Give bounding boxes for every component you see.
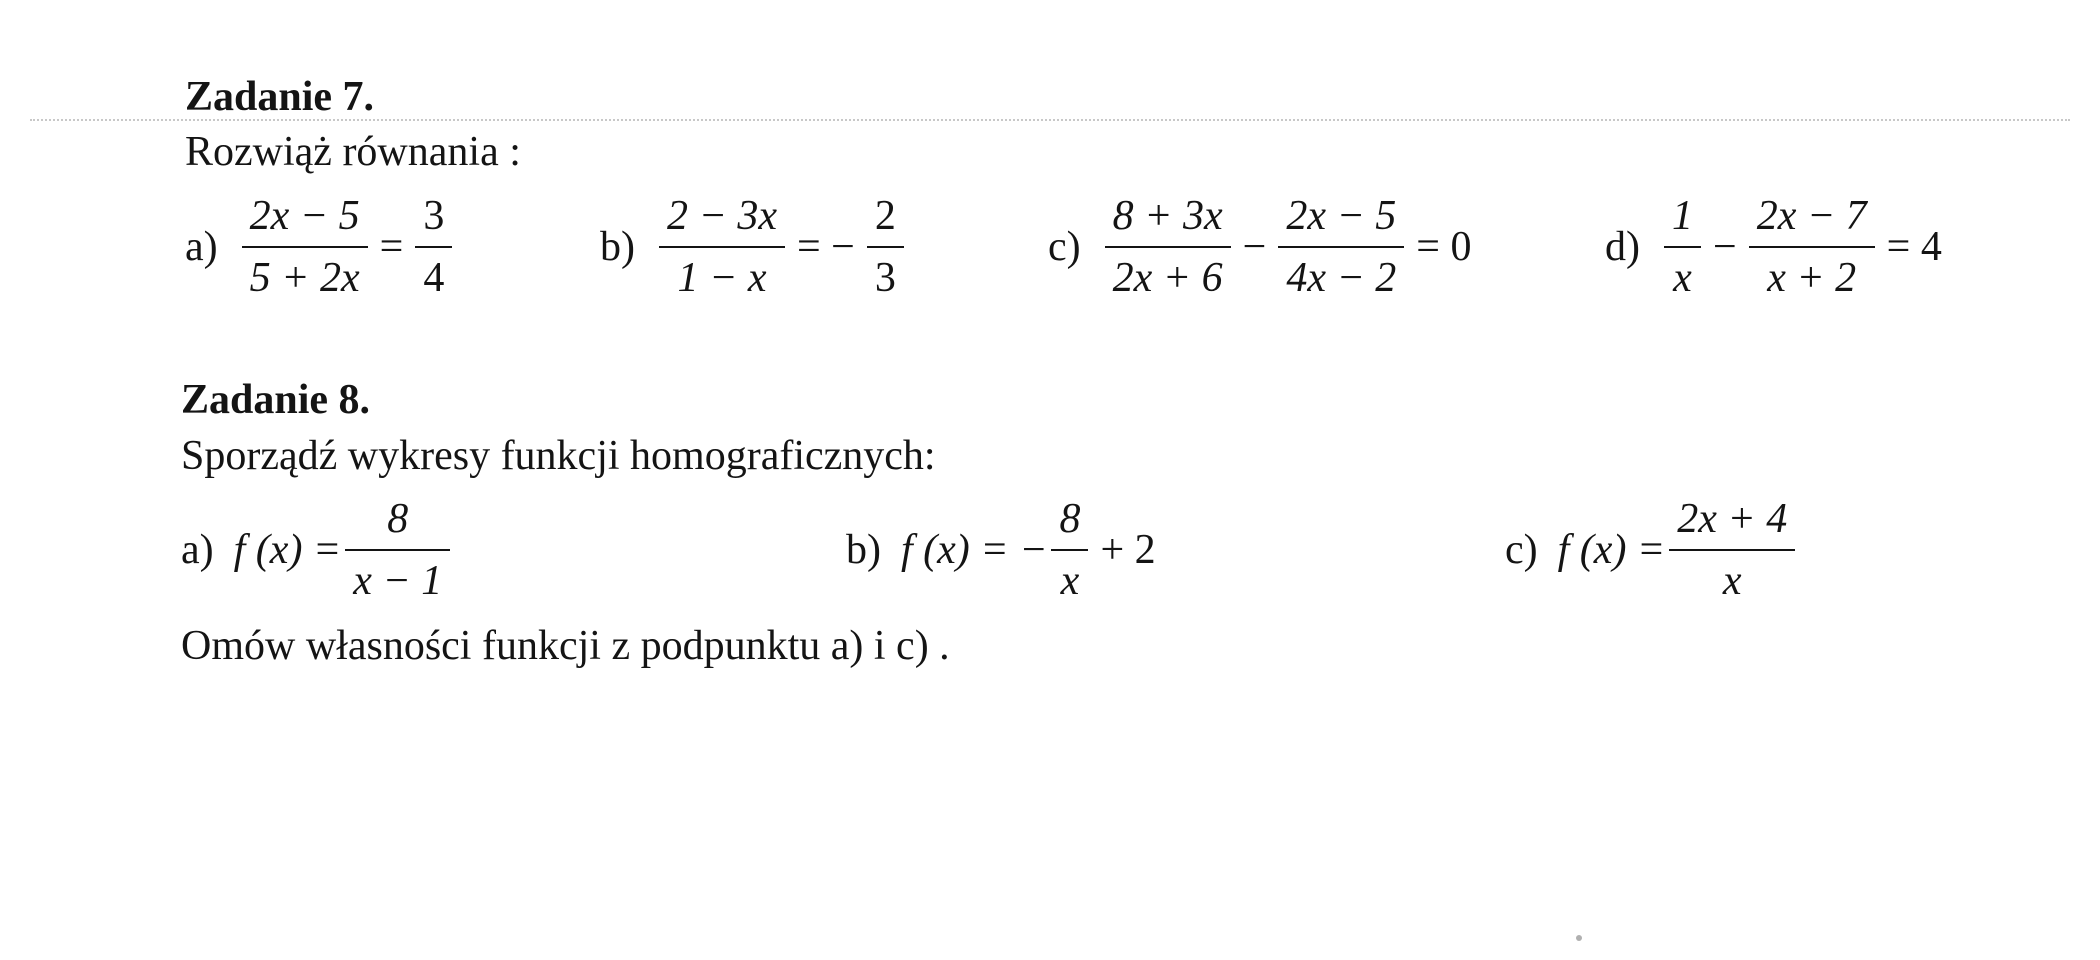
fraction-denominator: x — [1673, 255, 1692, 301]
fraction-bar — [242, 246, 368, 248]
equals-minus-sign: = − — [796, 224, 855, 270]
task-8c-label: c) — [1505, 527, 1538, 573]
task-8c-fraction — [1669, 495, 1795, 605]
fraction-denominator: x + 2 — [1767, 255, 1857, 301]
fraction-bar — [1278, 246, 1404, 248]
fraction-numerator: 8 — [1059, 496, 1081, 542]
fraction-bar — [1105, 246, 1231, 248]
task-8b-fraction — [1051, 495, 1088, 605]
fraction-denominator: 1 − x — [677, 255, 767, 301]
task-7d-equation — [1605, 192, 1950, 302]
task-7a-label: a) — [185, 224, 218, 270]
fraction-denominator: 4x − 2 — [1286, 255, 1397, 301]
function-name: f (x) = − — [901, 527, 1048, 573]
task-7c-equation — [1048, 192, 1479, 302]
task-7a-fraction-right — [415, 192, 452, 302]
fraction-numerator: 2x − 5 — [1286, 193, 1397, 239]
task-8-heading: Zadanie 8. — [181, 377, 371, 423]
fraction-numerator: 2 — [874, 193, 896, 239]
task-7d-label: d) — [1605, 224, 1640, 270]
task-8-note: Omów własności funkcji z podpunktu a) i c) . — [181, 623, 950, 669]
task-7b-equation — [600, 192, 908, 302]
task-7a-equation — [185, 192, 456, 302]
task-8a-label: a) — [181, 527, 214, 573]
minus-sign: − — [1713, 224, 1737, 270]
task-7b-label: b) — [600, 224, 635, 270]
fraction-denominator: x − 1 — [353, 558, 443, 604]
task-8a-fraction — [345, 495, 450, 605]
fraction-denominator: 3 — [874, 255, 896, 301]
task-7b-fraction-left — [659, 192, 785, 302]
task-8a-function — [181, 495, 454, 605]
fraction-numerator: 1 — [1672, 193, 1693, 239]
fraction-numerator: 3 — [423, 193, 445, 239]
equals-four: = 4 — [1886, 224, 1942, 270]
task-7c-label: c) — [1048, 224, 1081, 270]
fraction-bar — [1664, 246, 1701, 248]
function-name: f (x) = — [1557, 527, 1666, 573]
task-7d-fraction-left — [1664, 192, 1701, 302]
task-7b-fraction-right — [867, 192, 904, 302]
fraction-numerator: 2x − 7 — [1756, 193, 1867, 239]
task-8c-function — [1505, 495, 1799, 605]
fraction-denominator: x — [1060, 558, 1080, 604]
task-7a-fraction-left — [242, 192, 368, 302]
fraction-numerator: 2x − 5 — [249, 193, 360, 239]
fraction-denominator: 5 + 2x — [249, 255, 360, 301]
task-7-heading: Zadanie 7. — [185, 74, 375, 120]
fraction-bar — [1051, 549, 1088, 551]
fraction-numerator: 8 + 3x — [1112, 193, 1223, 239]
equals-zero: = 0 — [1416, 224, 1472, 270]
fraction-denominator: 4 — [423, 255, 445, 301]
task-8b-label: b) — [846, 527, 881, 573]
task-7d-fraction-right — [1749, 192, 1875, 302]
fraction-bar — [345, 549, 450, 551]
fraction-bar — [1669, 549, 1795, 551]
function-name: f (x) = — [233, 527, 342, 573]
task-8b-function — [846, 495, 1164, 605]
fraction-bar — [1749, 246, 1875, 248]
scan-speck — [1576, 935, 1582, 941]
fraction-numerator: 8 — [387, 496, 409, 542]
fraction-bar — [867, 246, 904, 248]
fraction-bar — [659, 246, 785, 248]
task-7c-fraction-left — [1105, 192, 1231, 302]
fraction-numerator: 2x + 4 — [1677, 496, 1788, 542]
task-7c-fraction-right — [1278, 192, 1404, 302]
equals-sign: = — [379, 224, 404, 270]
plus-two: + 2 — [1100, 527, 1156, 573]
fraction-denominator: x — [1722, 558, 1742, 604]
fraction-denominator: 2x + 6 — [1112, 255, 1223, 301]
fraction-numerator: 2 − 3x — [667, 193, 777, 239]
task-8-instruction: Sporządź wykresy funkcji homograficznych: — [181, 433, 936, 479]
minus-sign: − — [1242, 224, 1267, 270]
task-7-instruction: Rozwiąż równania : — [185, 129, 521, 175]
fraction-bar — [415, 246, 452, 248]
